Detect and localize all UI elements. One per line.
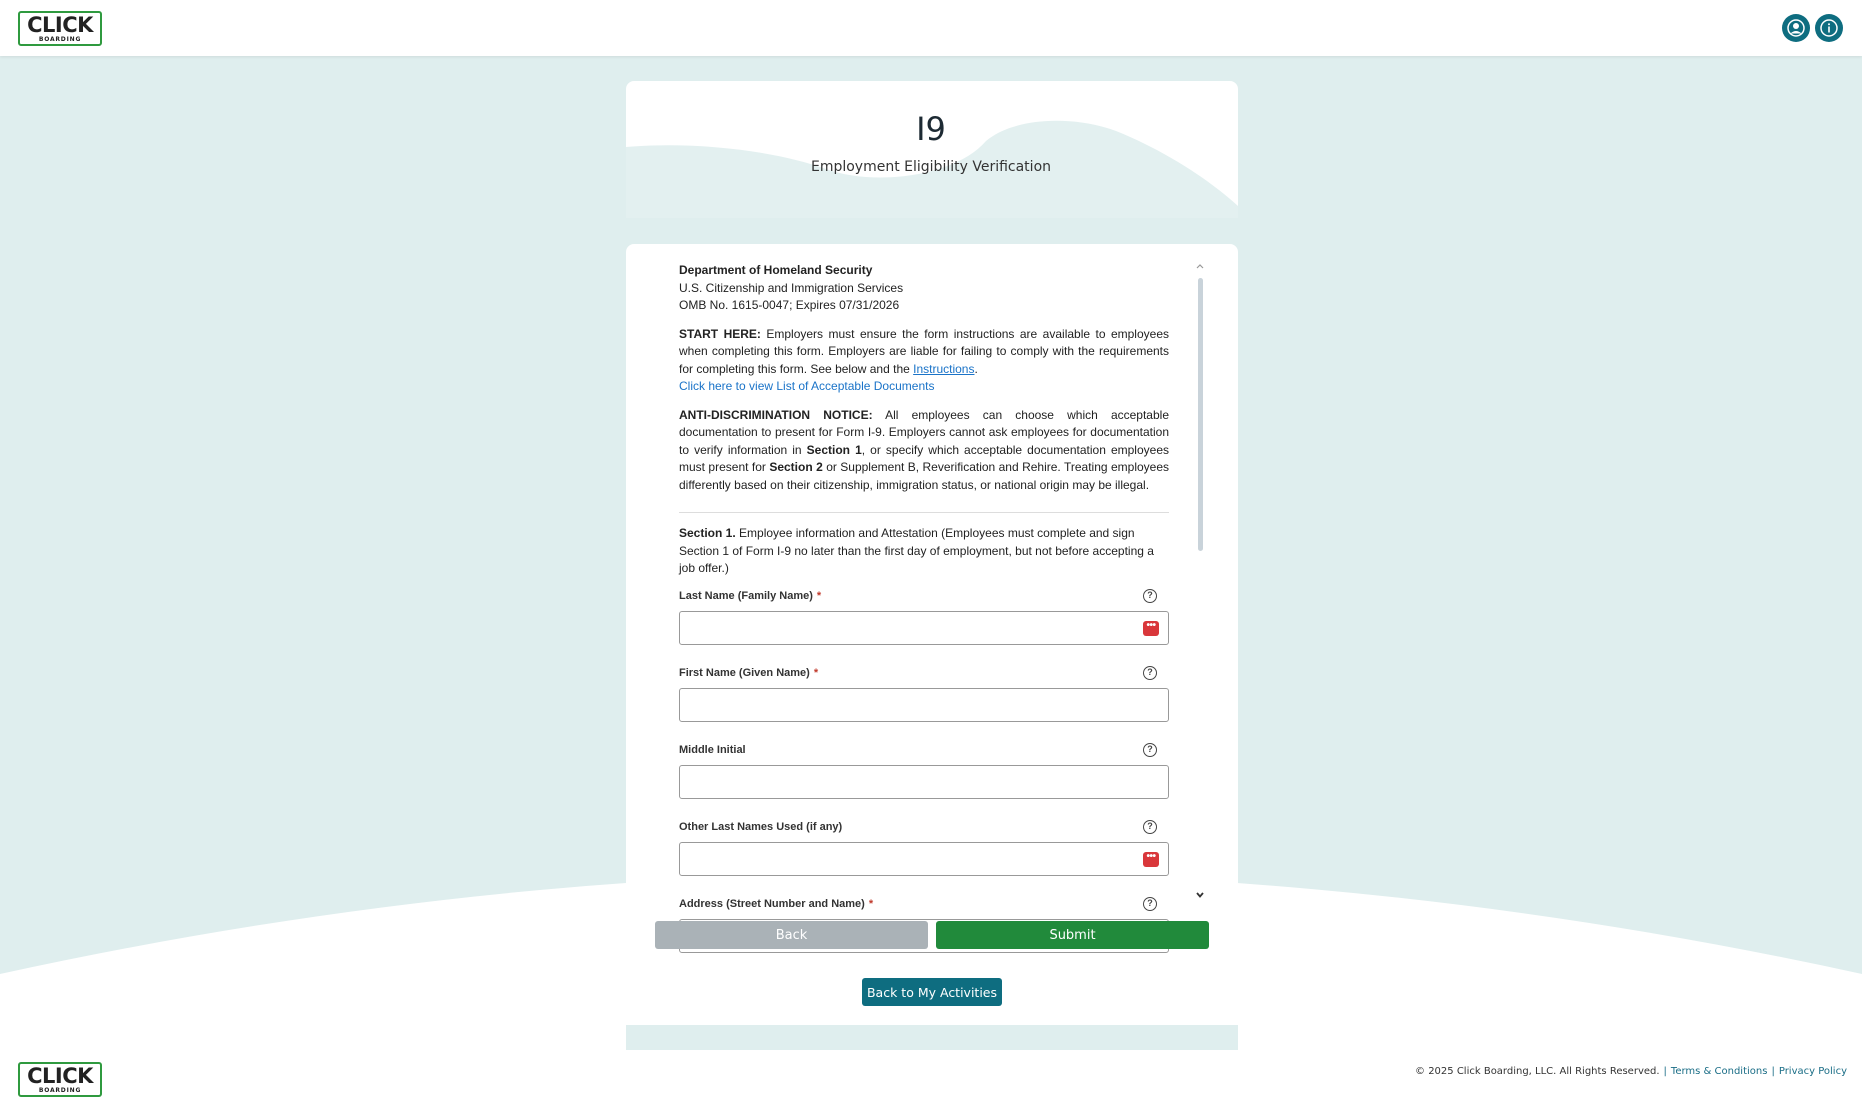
anti-discrimination-notice [679, 407, 1169, 495]
help-icon[interactable]: ? [1143, 666, 1157, 680]
start-here-notice [679, 326, 1169, 396]
period: . [974, 361, 978, 376]
user-circle-icon[interactable] [1782, 14, 1810, 42]
scrollbar-thumb[interactable] [1198, 278, 1203, 551]
other-last-names-input[interactable] [679, 842, 1169, 876]
acceptable-documents-link[interactable]: Click here to view List of Acceptable Documents [679, 379, 935, 393]
header-wave [626, 81, 1238, 218]
other-last-names-label [679, 819, 1169, 837]
privacy-link[interactable]: Privacy Policy [1778, 1066, 1847, 1077]
anti-label: ANTI-DISCRIMINATION NOTICE: [679, 407, 873, 422]
field-label-text: Other Last Names Used (if any) [679, 820, 843, 833]
omb-number: OMB No. 1615-0047; Expires 07/31/2026 [679, 298, 900, 312]
help-icon[interactable]: ? [1143, 820, 1157, 834]
field-label-text: First Name (Given Name) [679, 666, 810, 679]
anti-text-1: All employees can choose which acceptable documentation to present for Form I-9. Employers cannot ask employees for documentation to verify information in [679, 407, 1169, 457]
help-icon[interactable]: ? [1143, 897, 1157, 911]
chevron-up-icon[interactable] [1195, 262, 1205, 274]
password-manager-icon[interactable]: ••• [1143, 852, 1159, 867]
card-footer-strip [626, 1025, 1238, 1050]
divider [679, 512, 1169, 513]
anti-bold-2: Section 2 [769, 460, 823, 474]
field-label-text: Middle Initial [679, 743, 746, 756]
password-manager-icon[interactable]: ••• [1143, 621, 1159, 636]
terms-link[interactable]: Terms & Conditions [1670, 1066, 1768, 1077]
middle-initial-label [679, 742, 1169, 760]
chevron-down-icon[interactable] [1195, 890, 1205, 902]
scrollbar[interactable] [1195, 262, 1205, 902]
back-to-activities-button[interactable]: Back to My Activities [862, 978, 1002, 1006]
field-label-text: Address (Street Number and Name) [679, 897, 865, 910]
form-title: I9 [916, 110, 946, 148]
top-bar [0, 0, 1862, 56]
required-marker: * [868, 897, 874, 910]
instructions-link[interactable]: Instructions [913, 361, 975, 376]
service-name: U.S. Citizenship and Immigration Services [679, 280, 904, 295]
click-boarding-logo[interactable] [18, 11, 102, 46]
anti-text-3: or Supplement B, Reverification and Rehire. Treating employees differently based on their citizenship, immigration status, or national origin may be illegal. [679, 460, 1169, 492]
help-icon[interactable]: ? [1143, 743, 1157, 757]
agency-block [679, 262, 1169, 315]
help-icon[interactable]: ? [1143, 589, 1157, 603]
address-label [679, 896, 1169, 914]
first-name-input[interactable] [679, 688, 1169, 722]
first-name-label [679, 665, 1169, 683]
click-boarding-footer-logo [18, 1062, 102, 1097]
required-marker: * [813, 666, 819, 679]
section-1-label: Section 1. [679, 526, 736, 540]
start-text: Employers must ensure the form instructions are available to employees when completing this form. Employers are liable for failing to comply with the requirements for completing this form. See below and the [679, 326, 1169, 376]
field-label-text: Last Name (Family Name) [679, 589, 813, 602]
required-marker: * [816, 589, 822, 602]
form-header-card [626, 81, 1238, 218]
logo-text: CLICK [27, 1064, 93, 1088]
submit-button[interactable]: Submit [936, 921, 1209, 949]
middle-initial-input[interactable] [679, 765, 1169, 799]
copyright: © 2025 Click Boarding, LLC. All Rights Reserved. [1415, 1066, 1660, 1077]
footer-separator: | [1771, 1066, 1775, 1077]
back-button[interactable]: Back [655, 921, 928, 949]
section-1-intro [679, 525, 1169, 578]
form-subtitle: Employment Eligibility Verification [810, 159, 1052, 175]
start-label: START HERE: [679, 326, 761, 341]
logo-subtext: BOARDING [38, 1087, 82, 1094]
last-name-label [679, 588, 1169, 606]
section-1-text: Employee information and Attestation (Employees must complete and sign Section 1 of Form I-9 no later than the first day of employment, but not before accepting a job offer.) [679, 526, 1154, 575]
anti-text-2: , or specify which acceptable documentation employees must present for [679, 442, 1169, 474]
logo-subtext: BOARDING [38, 36, 82, 43]
form-scroll-area[interactable] [679, 262, 1169, 910]
last-name-input[interactable] [679, 611, 1169, 645]
form-card [626, 244, 1238, 1025]
footer-separator: | [1663, 1066, 1667, 1077]
logo-text: CLICK [27, 13, 93, 37]
agency-name: Department of Homeland Security [679, 263, 873, 277]
footer [1415, 1066, 1847, 1077]
anti-bold-1: Section 1 [806, 442, 862, 457]
info-icon[interactable] [1815, 14, 1843, 42]
